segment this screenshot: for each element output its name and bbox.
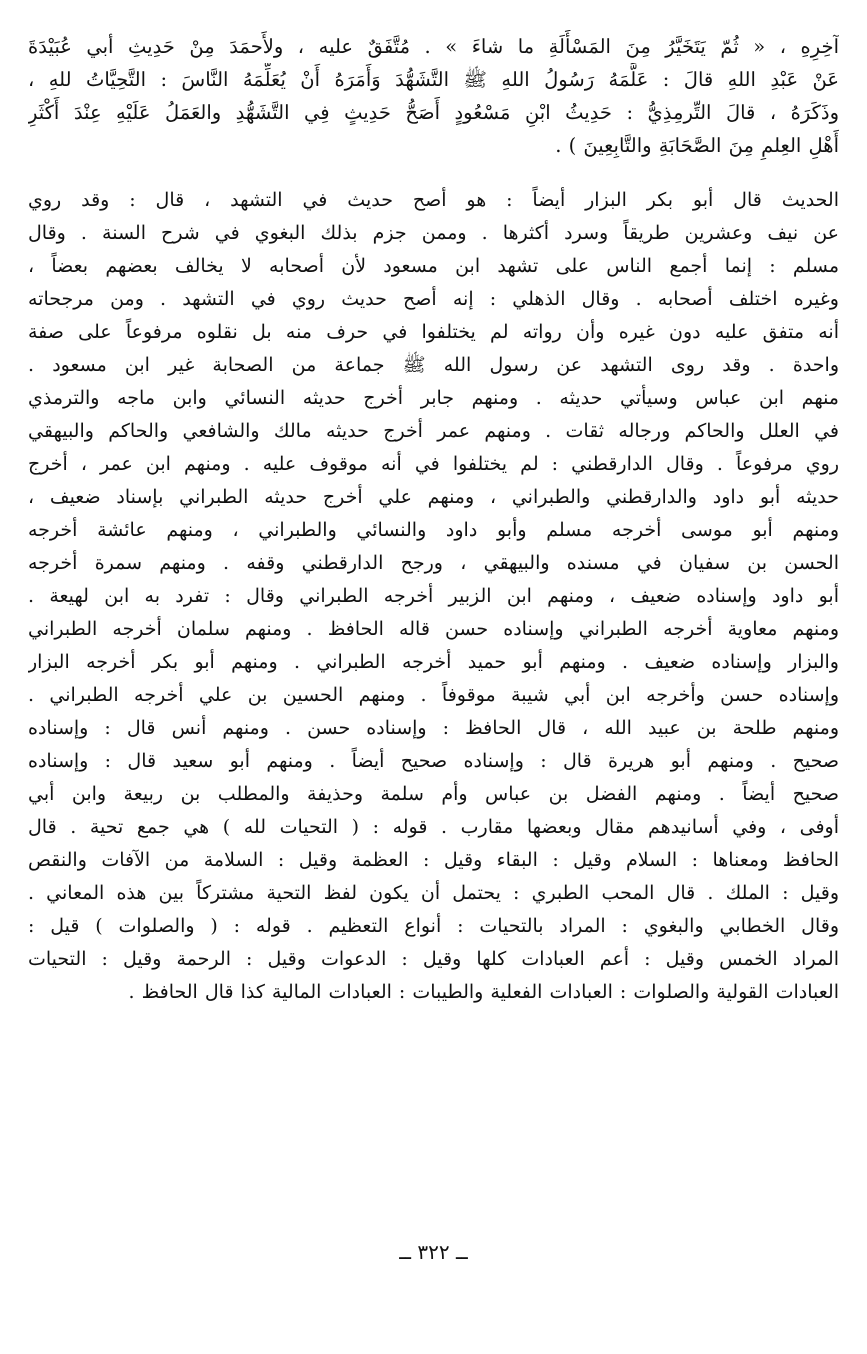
text-line: منهم ابن عباس وسيأتي حديثه . ومنهم جابر أخرج حديثه النسائي وابن ماجه والترمذي: [28, 387, 839, 409]
text-line: أَهْلِ العِلمِ مِنَ الصَّحَابَةِ والتَّابِعِينَ ) .: [555, 134, 839, 157]
text-line: وغيره اختلف أصحابه . وقال الذهلي : إنه أصح حديث روي في التشهد . ومن مرجحاته: [28, 288, 839, 310]
text-line: عَنْ عَبْدِ اللهِ قالَ : عَلَّمَهُ رَسُولُ اللهِ ﷺ التَّشَهُّدَ وَأَمَرَهُ أَنْ يُعَلِّمَهُ النَّاسَ : التَّحِيَّاتُ للهِ ،: [28, 68, 839, 91]
text-line: واحدة . وقد روى التشهد عن رسول الله ﷺ جماعة من الصحابة غير ابن مسعود .: [28, 354, 839, 376]
text-line: في العلل والحاكم ورجاله ثقات . ومنهم عمر أخرج حديثه مالك والشافعي والحاكم والبيهقي: [28, 420, 839, 442]
text-line: ومنهم أبو موسى أخرجه مسلم وأبو داود والنسائي والطبراني ، ومنهم عائشة أخرجه: [28, 519, 839, 541]
text-line: ومنهم معاوية أخرجه الطبراني وإسناده حسن قاله الحافظ . ومنهم سلمان أخرجه الطبراني: [28, 618, 839, 640]
text-line: آخِرِهِ ، « ثُمّ يَتَخَيَّرُ مِنَ المَسْأَلَةِ ما شاءَ » . مُتَّفَقٌ عليه ، ولأَحمَدَ مِنْ حَدِيثِ أبي عُبَيْدَةَ: [28, 35, 839, 58]
text-line: ومنهم طلحة بن عبيد الله ، قال الحافظ : وإسناده حسن . ومنهم أنس قال : وإسناده: [28, 717, 839, 739]
commentary-block: [28, 184, 839, 1009]
text-line: المراد الخمس وقيل : أعم العبادات كلها وقيل : الدعوات وقيل : الرحمة وقيل : التحيات: [28, 948, 839, 970]
text-line: وإسناده حسن وأخرجه ابن أبي شيبة موقوفاً . ومنهم الحسين بن علي أخرجه الطبراني .: [28, 684, 839, 706]
text-line: أنه متفق عليه دون غيره وأن رواته لم يختلفوا في حرف منه بل نقلوه مرفوعاً على صفة: [28, 321, 839, 343]
hadith-text-block: [28, 30, 839, 162]
text-line: العبادات القولية والصلوات : العبادات الفعلية والطيبات : العبادات المالية كذا قال الحافظ .: [128, 981, 839, 1003]
text-line: أبو داود وإسناده ضعيف ، ومنهم ابن الزبير أخرجه الطبراني وقال : تفرد به ابن لهيعة .: [28, 585, 839, 607]
text-line: حديثه أبو داود والدارقطني والطبراني ، ومنهم علي أخرج حديثه الطبراني بإسناد ضعيف ،: [28, 486, 839, 508]
text-line: صحيح . ومنهم أبو هريرة قال : وإسناده صحيح أيضاً . ومنهم أبو سعيد قال : وإسناده: [28, 750, 839, 772]
text-line: وذَكَرَهُ ، قالَ التِّرمِذِيُّ : حَدِيثُ ابْنِ مَسْعُودٍ أَصَحُّ حَدِيثٍ فِي التَّشَهُّدِ والعَمَلُ عَلَيْهِ عِنْدَ أَكْثَرِ: [28, 101, 839, 124]
text-line: وقال الخطابي والبغوي : المراد بالتحيات : أنواع التعظيم . قوله : ( والصلوات ) قيل :: [28, 915, 839, 937]
text-line: صحيح أيضاً . ومنهم الفضل بن عباس وأم سلمة وحذيفة والمطلب بن ربيعة وابن أبي: [28, 783, 839, 805]
page-number: ــ ٣٢٢ ــ: [399, 1240, 468, 1264]
text-line: عن نيف وعشرين طريقاً وسرد أكثرها . وممن جزم بذلك البغوي في شرح السنة . وقال: [28, 222, 839, 244]
text-line: الحافظ ومعناها : السلام وقيل : البقاء وقيل : العظمة وقيل : السلامة من الآفات والنقص: [28, 849, 839, 871]
text-line: روي مرفوعاً . وقال الدارقطني : لم يختلفوا في أنه موقوف عليه . ومنهم ابن عمر ، أخرج: [28, 453, 839, 475]
text-line: الحديث قال أبو بكر البزار أيضاً : هو أصح حديث في التشهد ، قال : وقد روي: [28, 189, 839, 211]
document-page: [28, 30, 839, 1330]
text-line: والبزار وإسناده ضعيف . ومنهم أبو حميد أخرجه الطبراني . ومنهم أبو بكر أخرجه البزار: [28, 651, 839, 673]
text-line: وقيل : الملك . قال المحب الطبري : يحتمل أن يكون لفظ التحية مشتركاً بين هذه المعاني .: [28, 882, 839, 904]
text-line: الحسن بن سفيان في مسنده والبيهقي ، ورجح الدارقطني وقفه . ومنهم سمرة أخرجه: [28, 552, 839, 574]
text-line: مسلم : إنما أجمع الناس على تشهد ابن مسعود لأن أصحابه لا يخالف بعضهم بعضاً ،: [28, 255, 839, 277]
text-line: أوفى ، وفي أسانيدهم مقال وبعضها مقارب . قوله : ( التحيات لله ) هي جمع تحية . قال: [28, 816, 839, 838]
